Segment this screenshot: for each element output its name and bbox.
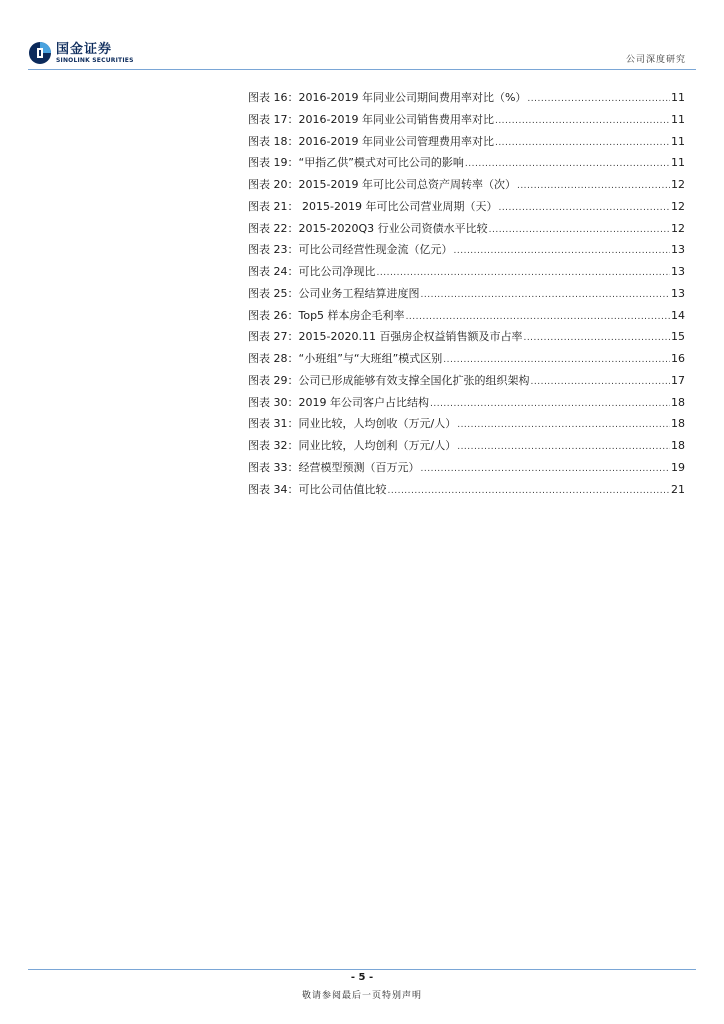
toc-entry[interactable] (248, 481, 685, 503)
toc-entry[interactable] (248, 241, 685, 263)
toc-entry-title: 图表 27：2015-2020.11 百强房企权益销售额及市占率 (248, 330, 523, 344)
toc-entry-page: 18 (671, 439, 685, 452)
toc-entry-page: 11 (671, 91, 685, 104)
toc-dot-leader (465, 159, 670, 169)
toc-entry-title: 图表 30：2019 年公司客户占比结构 (248, 395, 429, 409)
toc-entry-page: 13 (671, 265, 685, 278)
page-number: - 5 - (350, 972, 374, 983)
toc-entry-title: 图表 33：经营模型预测（百万元） (248, 460, 420, 474)
toc-dot-leader (377, 268, 671, 278)
toc-entry-title: 图表 25：公司业务工程结算进度图 (248, 286, 420, 300)
toc-dot-leader (430, 399, 670, 409)
toc-dot-leader (421, 464, 671, 474)
toc-entry-page: 18 (671, 395, 685, 409)
toc-entry-page: 12 (671, 221, 685, 235)
toc-entry-title: 图表 20：2015-2019 年可比公司总资产周转率（次） (248, 178, 516, 191)
toc-dot-leader (443, 355, 670, 365)
toc-entry-title: 图表 32：同业比较，人均创利（万元/人） (248, 439, 457, 452)
toc-entry[interactable] (248, 328, 685, 350)
toc-entry-title: 图表 22：2015-2020Q3 行业公司资债水平比较 (248, 221, 488, 235)
toc-dot-leader (531, 377, 671, 387)
toc-entry[interactable] (248, 198, 685, 220)
toc-entry[interactable] (248, 89, 685, 111)
toc-entry[interactable] (248, 437, 685, 459)
toc-dot-leader (406, 312, 670, 322)
footer-divider (28, 969, 696, 970)
toc-entry-page: 11 (671, 156, 685, 170)
header-divider (28, 69, 696, 70)
toc-entry-title: 图表 29：公司已形成能够有效支撑全国化扩张的组织架构 (248, 373, 530, 387)
toc-entry-title: 图表 31：同业比较，人均创收（万元/人） (248, 417, 457, 431)
figure-index-list (248, 89, 685, 502)
report-type: 公司深度研究 (625, 55, 686, 65)
toc-entry-page: 17 (671, 373, 685, 387)
toc-dot-leader (517, 181, 670, 191)
toc-entry[interactable] (248, 111, 685, 133)
toc-entry[interactable] (248, 285, 685, 307)
toc-dot-leader (523, 333, 670, 343)
page-header (0, 0, 724, 72)
toc-entry-title: 图表 23：可比公司经营性现金流（亿元） (248, 243, 453, 257)
toc-entry-page: 12 (671, 199, 685, 213)
toc-entry[interactable] (248, 176, 685, 198)
toc-entry-title: 图表 34：可比公司估值比较 (248, 482, 387, 496)
toc-entry-page: 15 (671, 330, 685, 344)
toc-entry[interactable] (248, 394, 685, 416)
toc-dot-leader (495, 138, 670, 148)
toc-entry[interactable] (248, 350, 685, 372)
toc-dot-leader (495, 116, 670, 126)
toc-entry[interactable] (248, 415, 685, 437)
toc-entry-title: 图表 21： 2015-2019 年可比公司营业周期（天） (248, 199, 498, 213)
toc-entry-title: 图表 19：“甲指乙供”模式对可比公司的影响 (248, 156, 464, 170)
toc-entry-title: 图表 28：“小班组”与“大班组”模式区别 (248, 352, 443, 365)
toc-dot-leader (498, 203, 670, 213)
toc-dot-leader (489, 225, 670, 235)
toc-entry[interactable] (248, 372, 685, 394)
toc-entry-title: 图表 17：2016-2019 年同业公司销售费用率对比 (248, 112, 494, 126)
toc-entry[interactable] (248, 307, 685, 329)
toc-entry[interactable] (248, 220, 685, 242)
toc-entry-page: 13 (671, 243, 685, 257)
toc-entry-title: 图表 16：2016-2019 年同业公司期间费用率对比（%） (248, 91, 527, 104)
toc-entry[interactable] (248, 263, 685, 285)
toc-entry-page: 11 (671, 134, 685, 148)
toc-entry-page: 13 (671, 286, 685, 300)
toc-entry-page: 12 (671, 178, 685, 191)
toc-dot-leader (527, 94, 670, 104)
toc-entry-page: 11 (671, 112, 685, 126)
toc-dot-leader (454, 246, 671, 256)
toc-entry[interactable] (248, 133, 685, 155)
toc-dot-leader (421, 290, 671, 300)
disclaimer-note: 敬请参阅最后一页特别声明 (301, 991, 422, 1001)
toc-entry-title: 图表 24：可比公司净现比 (248, 265, 376, 278)
toc-entry-page: 14 (671, 308, 685, 322)
toc-entry[interactable] (248, 459, 685, 481)
toc-entry-page: 21 (671, 482, 685, 496)
logo-english-name: SINOLINK SECURITIES (56, 56, 134, 64)
logo-icon (28, 41, 52, 65)
toc-dot-leader (457, 442, 670, 452)
toc-entry[interactable] (248, 154, 685, 176)
company-logo (28, 41, 134, 65)
toc-dot-leader (388, 486, 671, 496)
toc-entry-page: 19 (671, 460, 685, 474)
toc-entry-page: 16 (671, 352, 685, 365)
toc-entry-title: 图表 18：2016-2019 年同业公司管理费用率对比 (248, 134, 494, 148)
logo-chinese-name: 国金证券 (56, 41, 113, 57)
toc-dot-leader (457, 420, 670, 430)
toc-entry-title: 图表 26：Top5 样本房企毛利率 (248, 308, 405, 322)
toc-entry-page: 18 (671, 417, 685, 431)
